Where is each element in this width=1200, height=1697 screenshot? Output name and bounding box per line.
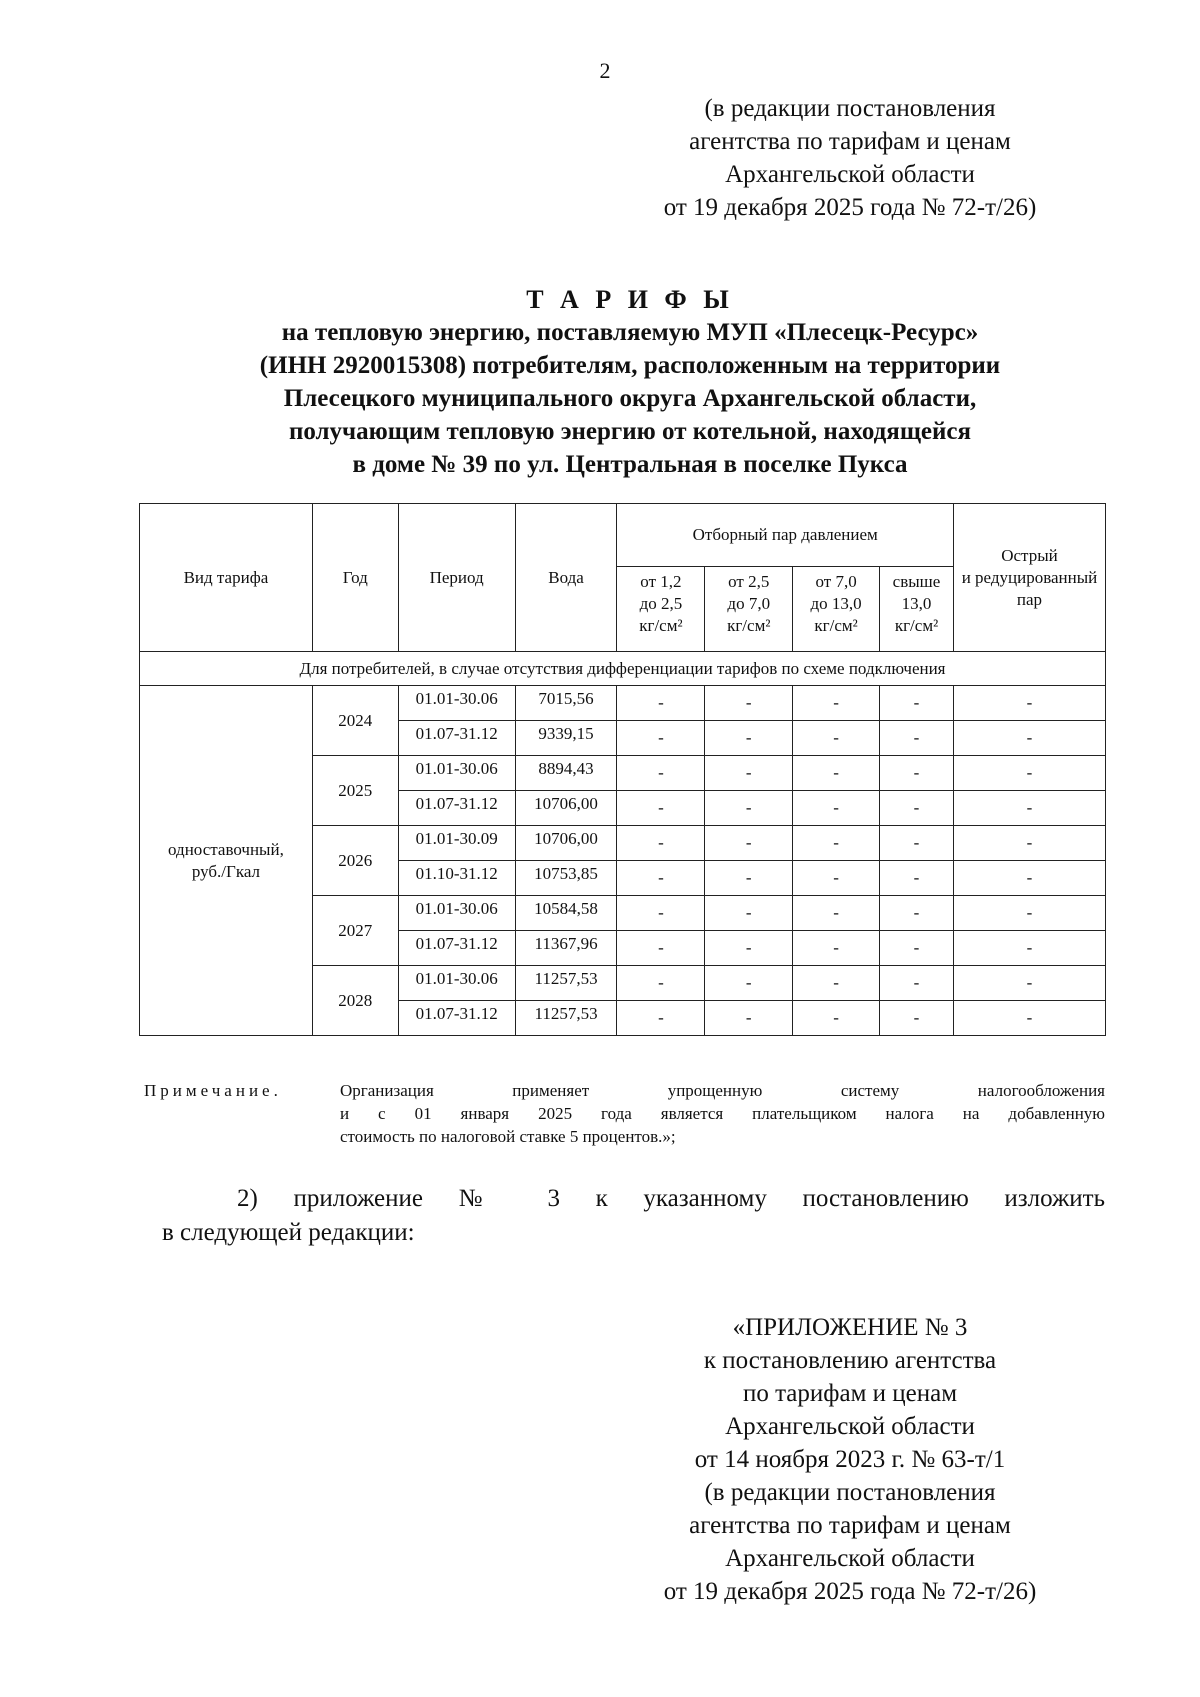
cell-dash: -: [705, 791, 793, 826]
top-reference-line: от 19 декабря 2025 года № 72-т/26): [663, 194, 1037, 221]
cell-dash: -: [793, 686, 880, 721]
cell-dash: -: [705, 756, 793, 791]
header-steam-col-line: кг/см²: [727, 616, 771, 635]
header-steam-col-line: свыше: [892, 572, 941, 591]
cell-water: 9339,15: [515, 721, 617, 756]
cell-dash: -: [793, 721, 880, 756]
cell-period: 01.01-30.06: [398, 686, 515, 721]
note-label: Примечание.: [144, 1081, 282, 1100]
cell-dash: -: [617, 756, 705, 791]
document-title: [140, 283, 1120, 481]
cell-period: 01.01-30.09: [398, 826, 515, 861]
header-steam-col-line: до 7,0: [727, 594, 771, 613]
cell-dash: -: [793, 791, 880, 826]
header-steam-col-line: от 7,0: [815, 572, 857, 591]
cell-year: 2025: [312, 756, 398, 826]
appendix-line: к постановлению агентства: [703, 1347, 997, 1374]
cell-dash: -: [953, 896, 1105, 931]
cell-dash: -: [617, 896, 705, 931]
cell-dash: -: [617, 861, 705, 896]
cell-year: 2026: [312, 826, 398, 896]
cell-dash: -: [705, 966, 793, 1001]
cell-dash: -: [953, 721, 1105, 756]
cell-dash: -: [617, 931, 705, 966]
header-steam-col-line: до 2,5: [639, 594, 683, 613]
cell-water: 10753,85: [515, 861, 617, 896]
header-steam-col-line: кг/см²: [639, 616, 683, 635]
cell-dash: -: [880, 896, 954, 931]
cell-water: 10584,58: [515, 896, 617, 931]
header-steam-col: [617, 567, 705, 652]
cell-dash: -: [705, 1001, 793, 1036]
appendix-line: от 19 декабря 2025 года № 72-т/26): [663, 1578, 1037, 1605]
cell-dash: -: [617, 791, 705, 826]
header-steam-col: [793, 567, 880, 652]
cell-dash: -: [705, 896, 793, 931]
cell-dash: -: [953, 791, 1105, 826]
header-steam-col-line: 13,0: [901, 594, 932, 613]
appendix-line: Архангельской области: [725, 1413, 975, 1440]
paragraph: [162, 1182, 1105, 1250]
cell-tariff-type: [140, 686, 313, 1036]
cell-water: 11257,53: [515, 1001, 617, 1036]
cell-tariff-type-line: одноставочный,: [168, 839, 284, 859]
cell-dash: -: [953, 826, 1105, 861]
header-period: Период: [398, 504, 515, 652]
cell-dash: -: [793, 896, 880, 931]
cell-dash: -: [793, 1001, 880, 1036]
cell-dash: -: [880, 826, 954, 861]
cell-dash: -: [705, 686, 793, 721]
cell-year: 2024: [312, 686, 398, 756]
top-reference-line: Архангельской области: [725, 161, 975, 188]
cell-tariff-type-line: руб./Гкал: [191, 861, 261, 881]
cell-dash: -: [793, 966, 880, 1001]
cell-water: 10706,00: [515, 826, 617, 861]
cell-dash: -: [705, 931, 793, 966]
cell-dash: -: [793, 826, 880, 861]
cell-dash: -: [953, 931, 1105, 966]
cell-dash: -: [705, 861, 793, 896]
cell-dash: -: [953, 1001, 1105, 1036]
cell-dash: -: [880, 966, 954, 1001]
appendix-line: по тарифам и ценам: [742, 1380, 958, 1407]
appendix-line: от 14 ноября 2023 г. № 63-т/1: [694, 1446, 1006, 1473]
note-line: и с 01 января 2025 года является плательщиком налога на добавленную: [340, 1104, 1105, 1123]
appendix-line: Архангельской области: [725, 1545, 975, 1572]
top-reference: [600, 92, 1100, 224]
cell-year: 2027: [312, 896, 398, 966]
note-line: стоимость по налоговой ставке 5 процентов.»;: [340, 1127, 676, 1146]
table-row: [140, 686, 1106, 721]
appendix-line: (в редакции постановления: [704, 1479, 996, 1506]
cell-dash: -: [880, 791, 954, 826]
title-line: Плесецкого муниципального округа Архангельской области,: [283, 385, 977, 412]
header-sharp-steam-line: пар: [1016, 589, 1043, 609]
cell-water: 7015,56: [515, 686, 617, 721]
header-steam-col: [705, 567, 793, 652]
title-line: в доме № 39 по ул. Центральная в поселке Пукса: [352, 451, 908, 478]
cell-period: 01.07-31.12: [398, 791, 515, 826]
top-reference-line: агентства по тарифам и ценам: [689, 128, 1011, 155]
title-line: получающим тепловую энергию от котельной, находящейся: [288, 418, 972, 445]
header-steam-col-line: от 1,2: [640, 572, 682, 591]
tariff-table: [139, 503, 1106, 1036]
header-year: Год: [312, 504, 398, 652]
header-sharp-steam: [953, 504, 1105, 652]
cell-dash: -: [953, 686, 1105, 721]
cell-dash: -: [617, 686, 705, 721]
cell-period: 01.07-31.12: [398, 721, 515, 756]
title-line: на тепловую энергию, поставляемую МУП «Плесецк-Ресурс»: [281, 319, 979, 346]
note-text: [340, 1079, 1105, 1148]
cell-dash: -: [953, 966, 1105, 1001]
cell-dash: -: [617, 826, 705, 861]
cell-year: 2028: [312, 966, 398, 1036]
header-steam-col-line: до 13,0: [810, 594, 862, 613]
cell-period: 01.01-30.06: [398, 896, 515, 931]
cell-period: 01.07-31.12: [398, 931, 515, 966]
cell-dash: -: [617, 721, 705, 756]
header-steam-col: [880, 567, 954, 652]
appendix-reference: [600, 1311, 1100, 1608]
header-sharp-steam-line: Острый: [1001, 545, 1058, 565]
cell-dash: -: [705, 826, 793, 861]
cell-water: 10706,00: [515, 791, 617, 826]
cell-dash: -: [880, 861, 954, 896]
paragraph-line: 2) приложение № 3 к указанному постановлению изложить: [237, 1185, 1105, 1212]
appendix-line: «ПРИЛОЖЕНИЕ № 3: [732, 1314, 968, 1341]
cell-dash: -: [793, 861, 880, 896]
top-reference-line: (в редакции постановления: [704, 95, 996, 122]
header-steam-col-line: кг/см²: [894, 616, 939, 635]
header-steam-col-line: кг/см²: [814, 616, 858, 635]
cell-dash: -: [953, 756, 1105, 791]
title-main: Т А Р И Ф Ы: [526, 285, 734, 314]
cell-period: 01.10-31.12: [398, 861, 515, 896]
cell-dash: -: [880, 721, 954, 756]
cell-period: 01.07-31.12: [398, 1001, 515, 1036]
header-tariff-type: Вид тарифа: [140, 504, 313, 652]
cell-dash: -: [617, 1001, 705, 1036]
cell-dash: -: [880, 931, 954, 966]
cell-water: 11367,96: [515, 931, 617, 966]
cell-period: 01.01-30.06: [398, 966, 515, 1001]
cell-period: 01.01-30.06: [398, 756, 515, 791]
cell-water: 11257,53: [515, 966, 617, 1001]
cell-dash: -: [617, 966, 705, 1001]
header-steam-group: Отборный пар давлением: [617, 504, 953, 567]
cell-dash: -: [705, 721, 793, 756]
cell-dash: -: [953, 861, 1105, 896]
section-label: Для потребителей, в случае отсутствия дифференциации тарифов по схеме подключения: [140, 652, 1106, 686]
cell-dash: -: [880, 1001, 954, 1036]
page-number: 2: [599, 58, 611, 83]
title-line: (ИНН 2920015308) потребителям, расположенным на территории: [259, 352, 1001, 379]
cell-dash: -: [880, 756, 954, 791]
note-line: Организация применяет упрощенную систему налогообложения: [340, 1081, 1105, 1100]
cell-dash: -: [880, 686, 954, 721]
paragraph-line: в следующей редакции:: [162, 1219, 415, 1246]
header-sharp-steam-line: и редуцированный: [961, 567, 1098, 587]
cell-dash: -: [793, 931, 880, 966]
header-steam-col-line: от 2,5: [728, 572, 770, 591]
cell-dash: -: [793, 756, 880, 791]
header-water: Вода: [515, 504, 617, 652]
appendix-line: агентства по тарифам и ценам: [689, 1512, 1011, 1539]
cell-water: 8894,43: [515, 756, 617, 791]
